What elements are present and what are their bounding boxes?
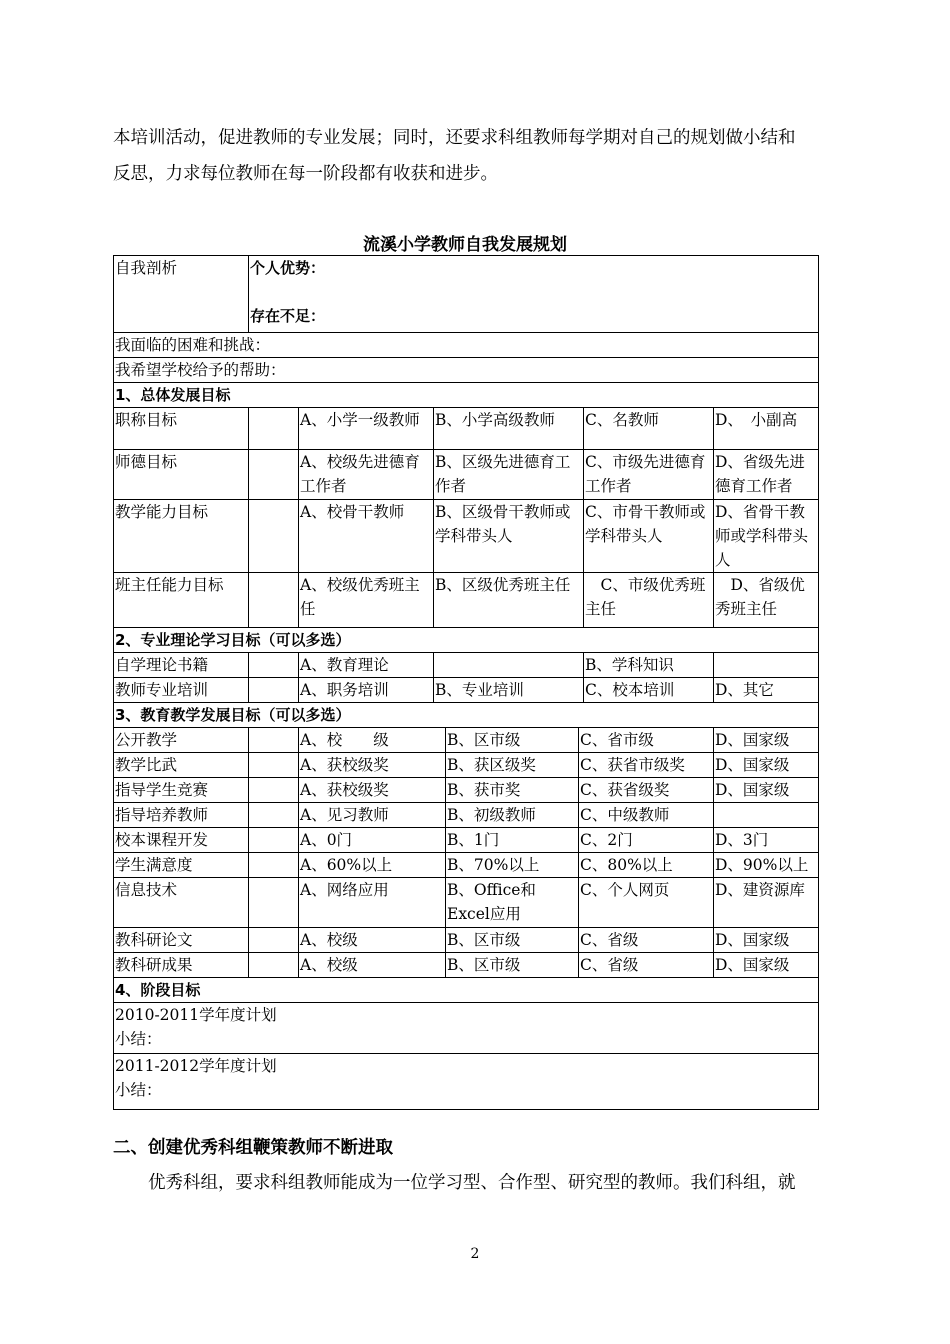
option-b: B、小学高级教师 — [434, 408, 584, 450]
row-label: 校本课程开发 — [114, 828, 249, 853]
option-d: D、 小副高 — [714, 408, 819, 450]
row-label: 教科研论文 — [114, 928, 249, 953]
option-b: B、70%以上 — [446, 853, 579, 878]
row-label: 公开教学 — [114, 728, 249, 753]
option-d: D、国家级 — [714, 953, 819, 978]
option-c: C、2门 — [579, 828, 714, 853]
row-label: 信息技术 — [114, 878, 249, 928]
row-label: 教科研成果 — [114, 953, 249, 978]
blank-cell — [249, 778, 299, 803]
option-a: A、教育理论 — [299, 653, 434, 678]
option-c: C、校本培训 — [584, 678, 714, 703]
stage-plan-label: 2010-2011学年度计划 — [115, 1006, 277, 1024]
option-d: D、国家级 — [714, 928, 819, 953]
table-row — [114, 753, 819, 778]
row-label: 指导学生竞赛 — [114, 778, 249, 803]
table-row — [114, 728, 819, 753]
option-d — [714, 803, 819, 828]
blank-cell — [249, 500, 299, 573]
section-4-heading: 4、阶段目标 — [114, 978, 819, 1003]
blank-cell — [249, 803, 299, 828]
option-b: B、Office和Excel应用 — [446, 878, 579, 928]
option-a: A、获校级奖 — [299, 778, 446, 803]
row-label: 教师专业培训 — [114, 678, 249, 703]
option-d: D、3门 — [714, 828, 819, 853]
weaknesses-label: 存在不足： — [250, 307, 326, 325]
option-c: C、省市级 — [579, 728, 714, 753]
option-a: A、见习教师 — [299, 803, 446, 828]
option-c: C、80%以上 — [579, 853, 714, 878]
row-label: 班主任能力目标 — [114, 573, 249, 628]
table-row — [114, 953, 819, 978]
table-title: 流溪小学教师自我发展规划 — [363, 235, 567, 255]
option-d: D、国家级 — [714, 778, 819, 803]
section-1-heading: 1、总体发展目标 — [114, 383, 819, 408]
stage-summary-label: 小结： — [115, 1081, 162, 1099]
option-d: D、省级优秀班主任 — [714, 573, 819, 628]
challenges-row: 我面临的困难和挑战： — [114, 333, 819, 358]
row-label: 指导培养教师 — [114, 803, 249, 828]
blank-cell — [249, 753, 299, 778]
option-c: C、省级 — [579, 928, 714, 953]
page-number: 2 — [470, 1246, 480, 1262]
option-a: A、网络应用 — [299, 878, 446, 928]
option-b — [434, 653, 584, 678]
option-c: C、省级 — [579, 953, 714, 978]
blank-cell — [249, 853, 299, 878]
self-analysis-label: 自我剖析 — [114, 256, 249, 333]
option-d: D、国家级 — [714, 728, 819, 753]
section-2-heading: 2、专业理论学习目标（可以多选） — [114, 628, 819, 653]
option-a: A、校级 — [299, 953, 446, 978]
row-label: 教学能力目标 — [114, 500, 249, 573]
option-a: A、校级 — [299, 928, 446, 953]
option-b: B、区级骨干教师或学科带头人 — [434, 500, 584, 573]
option-a: A、0门 — [299, 828, 446, 853]
option-c: C、个人网页 — [579, 878, 714, 928]
option-c: B、学科知识 — [584, 653, 714, 678]
option-a: A、校级先进德育工作者 — [299, 450, 434, 500]
row-label: 师德目标 — [114, 450, 249, 500]
table-row — [114, 500, 819, 573]
option-b: B、获区级奖 — [446, 753, 579, 778]
option-c: C、名教师 — [584, 408, 714, 450]
development-plan-table — [113, 255, 819, 1110]
option-c: C、市级优秀班主任 — [584, 573, 714, 628]
row-label: 职称目标 — [114, 408, 249, 450]
stage-plan-2011 — [114, 1054, 819, 1110]
table-row — [114, 928, 819, 953]
option-d: D、建资源库 — [714, 878, 819, 928]
option-b: B、区市级 — [446, 728, 579, 753]
option-c: C、市骨干教师或学科带头人 — [584, 500, 714, 573]
strengths-label: 个人优势： — [250, 259, 326, 277]
option-b: B、获市奖 — [446, 778, 579, 803]
blank-cell — [249, 573, 299, 628]
option-b: B、区级先进德育工作者 — [434, 450, 584, 500]
option-c: C、获省市级奖 — [579, 753, 714, 778]
table-row — [114, 828, 819, 853]
option-d — [714, 653, 819, 678]
section-3-heading: 3、教育教学发展目标（可以多选） — [114, 703, 819, 728]
table-row — [114, 573, 819, 628]
option-d: D、省骨干教师或学科带头人 — [714, 500, 819, 573]
option-a: A、校骨干教师 — [299, 500, 434, 573]
table-row — [114, 653, 819, 678]
option-b: B、区市级 — [446, 953, 579, 978]
option-d: D、其它 — [714, 678, 819, 703]
option-c: C、中级教师 — [579, 803, 714, 828]
option-b: B、初级教师 — [446, 803, 579, 828]
option-a: A、60%以上 — [299, 853, 446, 878]
table-row — [114, 878, 819, 928]
blank-cell — [249, 878, 299, 928]
option-d: D、国家级 — [714, 753, 819, 778]
table-row — [114, 678, 819, 703]
section-heading-2: 二、创建优秀科组鞭策教师不断进取 — [113, 1138, 393, 1158]
table-row — [114, 803, 819, 828]
blank-cell — [249, 828, 299, 853]
option-b: B、专业培训 — [434, 678, 584, 703]
option-a: A、职务培训 — [299, 678, 434, 703]
stage-plan-label: 2011-2012学年度计划 — [115, 1057, 277, 1075]
intro-line-1: 本培训活动，促进教师的专业发展；同时，还要求科组教师每学期对自己的规划做小结和 — [113, 128, 796, 148]
body-paragraph: 优秀科组，要求科组教师能成为一位学习型、合作型、研究型的教师。我们科组，就 — [113, 1173, 796, 1193]
option-c: C、市级先进德育工作者 — [584, 450, 714, 500]
blank-cell — [249, 728, 299, 753]
help-row: 我希望学校给予的帮助： — [114, 358, 819, 383]
option-b: B、区级优秀班主任 — [434, 573, 584, 628]
option-a: A、校 级 — [299, 728, 446, 753]
option-a: A、获校级奖 — [299, 753, 446, 778]
option-d: D、省级先进德育工作者 — [714, 450, 819, 500]
option-c: C、获省级奖 — [579, 778, 714, 803]
row-label: 教学比武 — [114, 753, 249, 778]
table-row — [114, 408, 819, 450]
option-a: A、校级优秀班主任 — [299, 573, 434, 628]
blank-cell — [249, 450, 299, 500]
table-row — [114, 853, 819, 878]
table-row — [114, 450, 819, 500]
row-label: 学生满意度 — [114, 853, 249, 878]
self-analysis-cell — [249, 256, 819, 333]
stage-plan-2010 — [114, 1003, 819, 1054]
table-row — [114, 778, 819, 803]
intro-line-2: 反思，力求每位教师在每一阶段都有收获和进步。 — [113, 164, 498, 184]
blank-cell — [249, 653, 299, 678]
blank-cell — [249, 953, 299, 978]
blank-cell — [249, 928, 299, 953]
option-a: A、小学一级教师 — [299, 408, 434, 450]
option-b: B、区市级 — [446, 928, 579, 953]
row-label: 自学理论书籍 — [114, 653, 249, 678]
blank-cell — [249, 678, 299, 703]
blank-cell — [249, 408, 299, 450]
option-b: B、1门 — [446, 828, 579, 853]
stage-summary-label: 小结： — [115, 1030, 162, 1048]
option-d: D、90%以上 — [714, 853, 819, 878]
